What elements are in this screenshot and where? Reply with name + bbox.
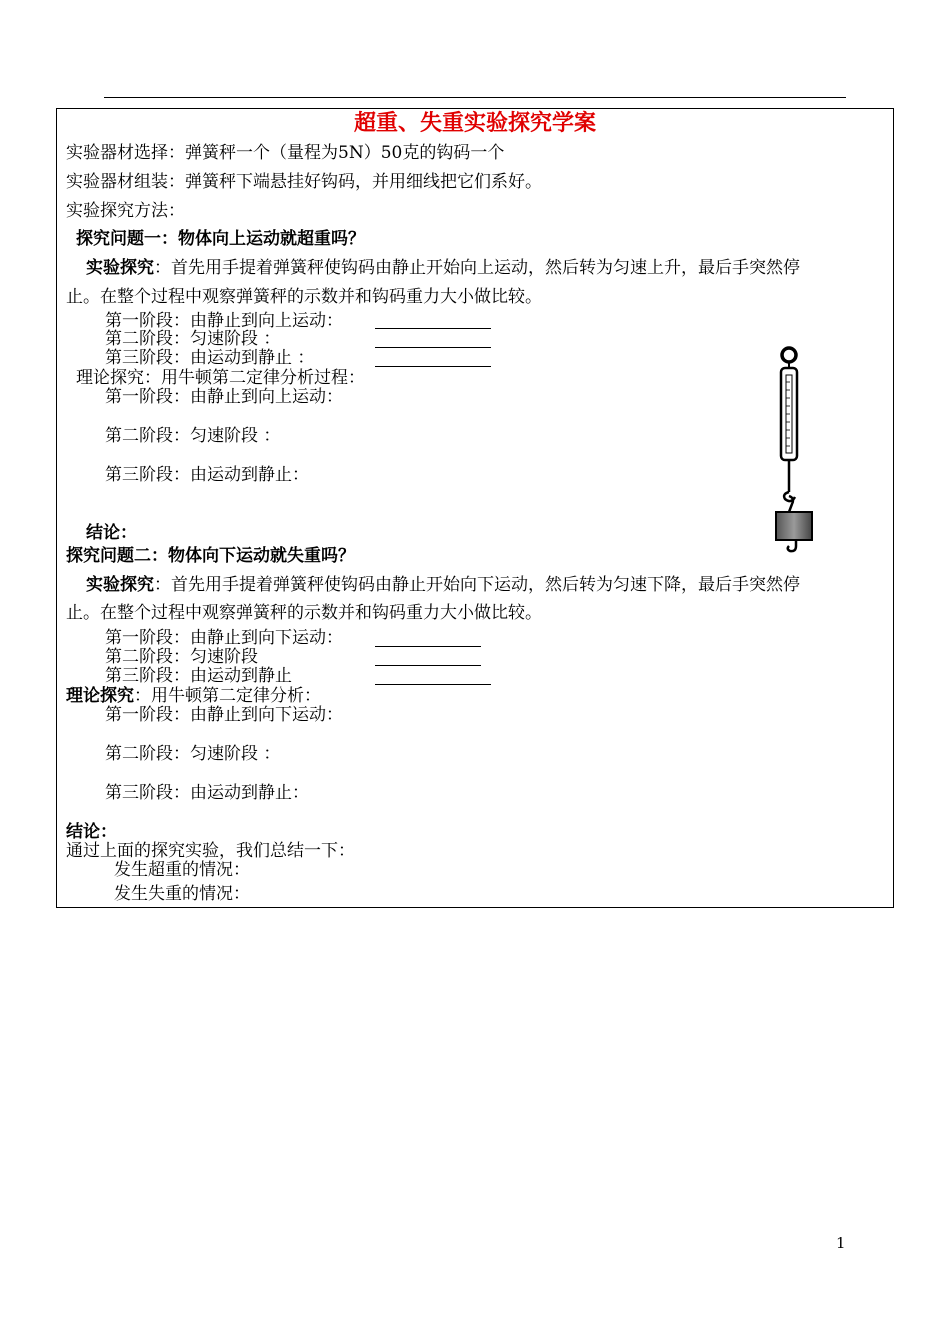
q2-heading: 探究问题二：物体向下运动就失重吗？: [66, 546, 355, 566]
q2-theory-text: ：用牛顿第二定律分析：: [134, 686, 321, 706]
q2-conclusion: 结论：: [66, 822, 117, 842]
q2-theory-label: 理论探究: [66, 686, 134, 706]
q2-experiment-line2: 止。在整个过程中观察弹簧秤的示数并和钩码重力大小做比较。: [66, 603, 542, 623]
weight-bottom-hook: [788, 540, 796, 551]
q1-stage1-blank: [375, 328, 491, 329]
summary-overweight: 发生超重的情况：: [114, 860, 250, 880]
q1-theory-stage1: 第一阶段：由静止到向上运动：: [105, 387, 343, 407]
q2-stage1-blank: [375, 646, 481, 647]
q2-theory-stage1: 第一阶段：由静止到向下运动：: [105, 705, 343, 725]
q1-experiment-line1: [86, 260, 800, 277]
q2-experiment-line1: [86, 577, 800, 594]
q1-stage3: 第三阶段：由运动到静止 ：: [105, 348, 315, 368]
q2-stage2-blank: [375, 665, 481, 666]
page-title: 超重、失重实验探究学案: [353, 110, 596, 136]
q2-stage3-blank: [375, 684, 491, 685]
q2-experiment-text1: ：首先用手提着弹簧秤使钩码由静止开始向下运动，然后转为匀速下降，最后手突然停: [154, 575, 800, 595]
q1-conclusion: 结论：: [86, 523, 137, 543]
q1-stage2-blank: [375, 347, 491, 348]
assembly-line: 实验器材组装：弹簧秤下端悬挂好钩码，并用细线把它们系好。: [66, 172, 542, 192]
q1-stage2: 第二阶段：匀速阶段 ：: [105, 329, 281, 349]
scale-ring: [782, 348, 796, 362]
q2-theory-stage3: 第三阶段：由运动到静止：: [105, 783, 309, 803]
summary-intro: 通过上面的探究实验，我们总结一下：: [66, 841, 355, 861]
page-number: 1: [836, 1234, 846, 1252]
q1-heading: 探究问题一：物体向上运动就超重吗？: [76, 229, 365, 249]
hook-weight: [776, 512, 812, 540]
q2-stage1: 第一阶段：由静止到向下运动：: [105, 628, 343, 648]
q1-stage3-blank: [375, 366, 491, 367]
method-line: 实验探究方法：: [66, 201, 185, 221]
q1-theory: 理论探究：用牛顿第二定律分析过程：: [76, 368, 365, 388]
header-rule: [104, 97, 846, 98]
spring-scale-illustration: [770, 344, 820, 556]
q1-experiment-label: 实验探究: [86, 258, 154, 278]
q1-experiment-text1: ：首先用手提着弹簧秤使钩码由静止开始向上运动，然后转为匀速上升，最后手突然停: [154, 258, 800, 278]
summary-weightless: 发生失重的情况：: [114, 884, 250, 904]
q2-theory-stage2: 第二阶段：匀速阶段 ：: [105, 744, 281, 764]
q1-theory-stage3: 第三阶段：由运动到静止：: [105, 465, 309, 485]
q1-theory-stage2: 第二阶段：匀速阶段 ：: [105, 426, 281, 446]
q1-experiment-line2: 止。在整个过程中观察弹簧秤的示数并和钩码重力大小做比较。: [66, 287, 542, 307]
q2-experiment-label: 实验探究: [86, 575, 154, 595]
q2-stage2: 第二阶段：匀速阶段: [105, 647, 258, 667]
q2-theory: [66, 688, 321, 705]
q1-stage1: 第一阶段：由静止到向上运动：: [105, 311, 343, 331]
materials-line: 实验器材选择：弹簧秤一个（量程为5N）50克的钩码一个: [66, 143, 505, 163]
q2-stage3: 第三阶段：由运动到静止: [105, 666, 292, 686]
